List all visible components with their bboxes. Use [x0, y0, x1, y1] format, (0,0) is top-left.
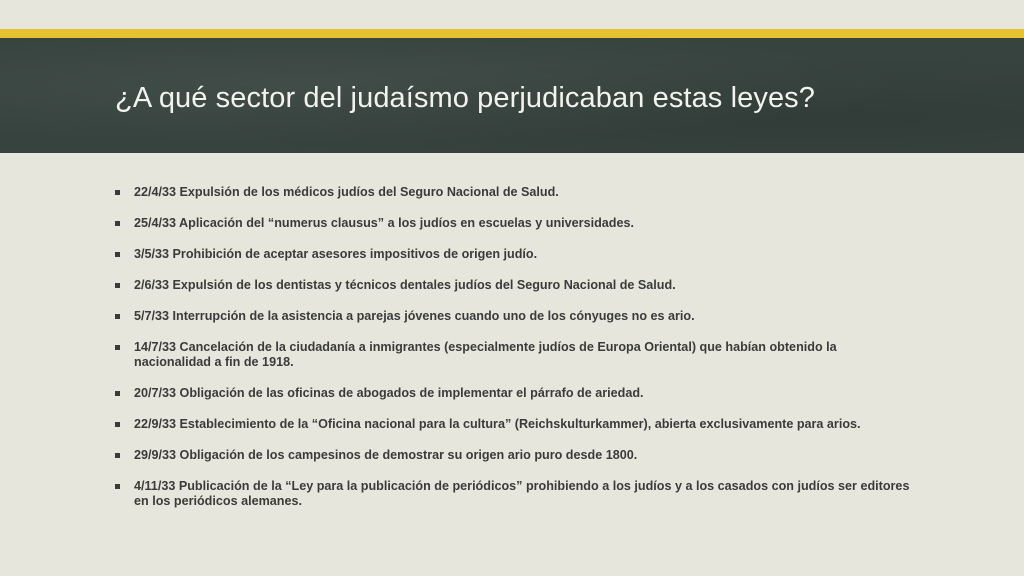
list-item	[114, 185, 914, 200]
square-bullet-icon	[115, 283, 120, 288]
list-item	[114, 417, 914, 432]
square-bullet-icon	[115, 314, 120, 319]
square-bullet-icon	[115, 391, 120, 396]
list-item-text: 20/7/33 Obligación de las oficinas de abogados de implementar el párrafo de ariedad.	[134, 386, 644, 400]
list-item	[114, 247, 914, 262]
list-item-text: 14/7/33 Cancelación de la ciudadanía a inmigrantes (especialmente judíos de Europa Oriental) que habían obtenido la nacionalidad a fin de 1918.	[134, 340, 837, 369]
list-item	[114, 448, 914, 463]
square-bullet-icon	[115, 453, 120, 458]
top-strip	[0, 0, 1024, 29]
square-bullet-icon	[115, 345, 120, 350]
list-item	[114, 340, 914, 370]
square-bullet-icon	[115, 252, 120, 257]
slide-header	[0, 38, 1024, 153]
list-item-text: 22/4/33 Expulsión de los médicos judíos del Seguro Nacional de Salud.	[134, 185, 559, 199]
list-item	[114, 278, 914, 293]
list-item-text: 22/9/33 Establecimiento de la “Oficina nacional para la cultura” (Reichskulturkammer), abierta exclusivamente para arios.	[134, 417, 861, 431]
square-bullet-icon	[115, 484, 120, 489]
list-item	[114, 216, 914, 231]
accent-bar	[0, 29, 1024, 38]
list-item-text: 29/9/33 Obligación de los campesinos de demostrar su origen ario puro desde 1800.	[134, 448, 638, 462]
bullet-list	[114, 185, 914, 525]
list-item-text: 5/7/33 Interrupción de la asistencia a parejas jóvenes cuando uno de los cónyuges no es ario.	[134, 309, 695, 323]
square-bullet-icon	[115, 190, 120, 195]
list-item-text: 2/6/33 Expulsión de los dentistas y técnicos dentales judíos del Seguro Nacional de Salud.	[134, 278, 676, 292]
list-item-text: 3/5/33 Prohibición de aceptar asesores impositivos de origen judío.	[134, 247, 538, 261]
square-bullet-icon	[115, 422, 120, 427]
list-item-text: 25/4/33 Aplicación del “numerus clausus” a los judíos en escuelas y universidades.	[134, 216, 634, 230]
list-item-text: 4/11/33 Publicación de la “Ley para la publicación de periódicos” prohibiendo a los judíos y a los casados con judíos ser editores en los periódicos alemanes.	[134, 479, 910, 508]
list-item	[114, 386, 914, 401]
list-item	[114, 479, 914, 509]
page-title: ¿A qué sector del judaísmo perjudicaban estas leyes?	[115, 82, 815, 114]
square-bullet-icon	[115, 221, 120, 226]
list-item	[114, 309, 914, 324]
